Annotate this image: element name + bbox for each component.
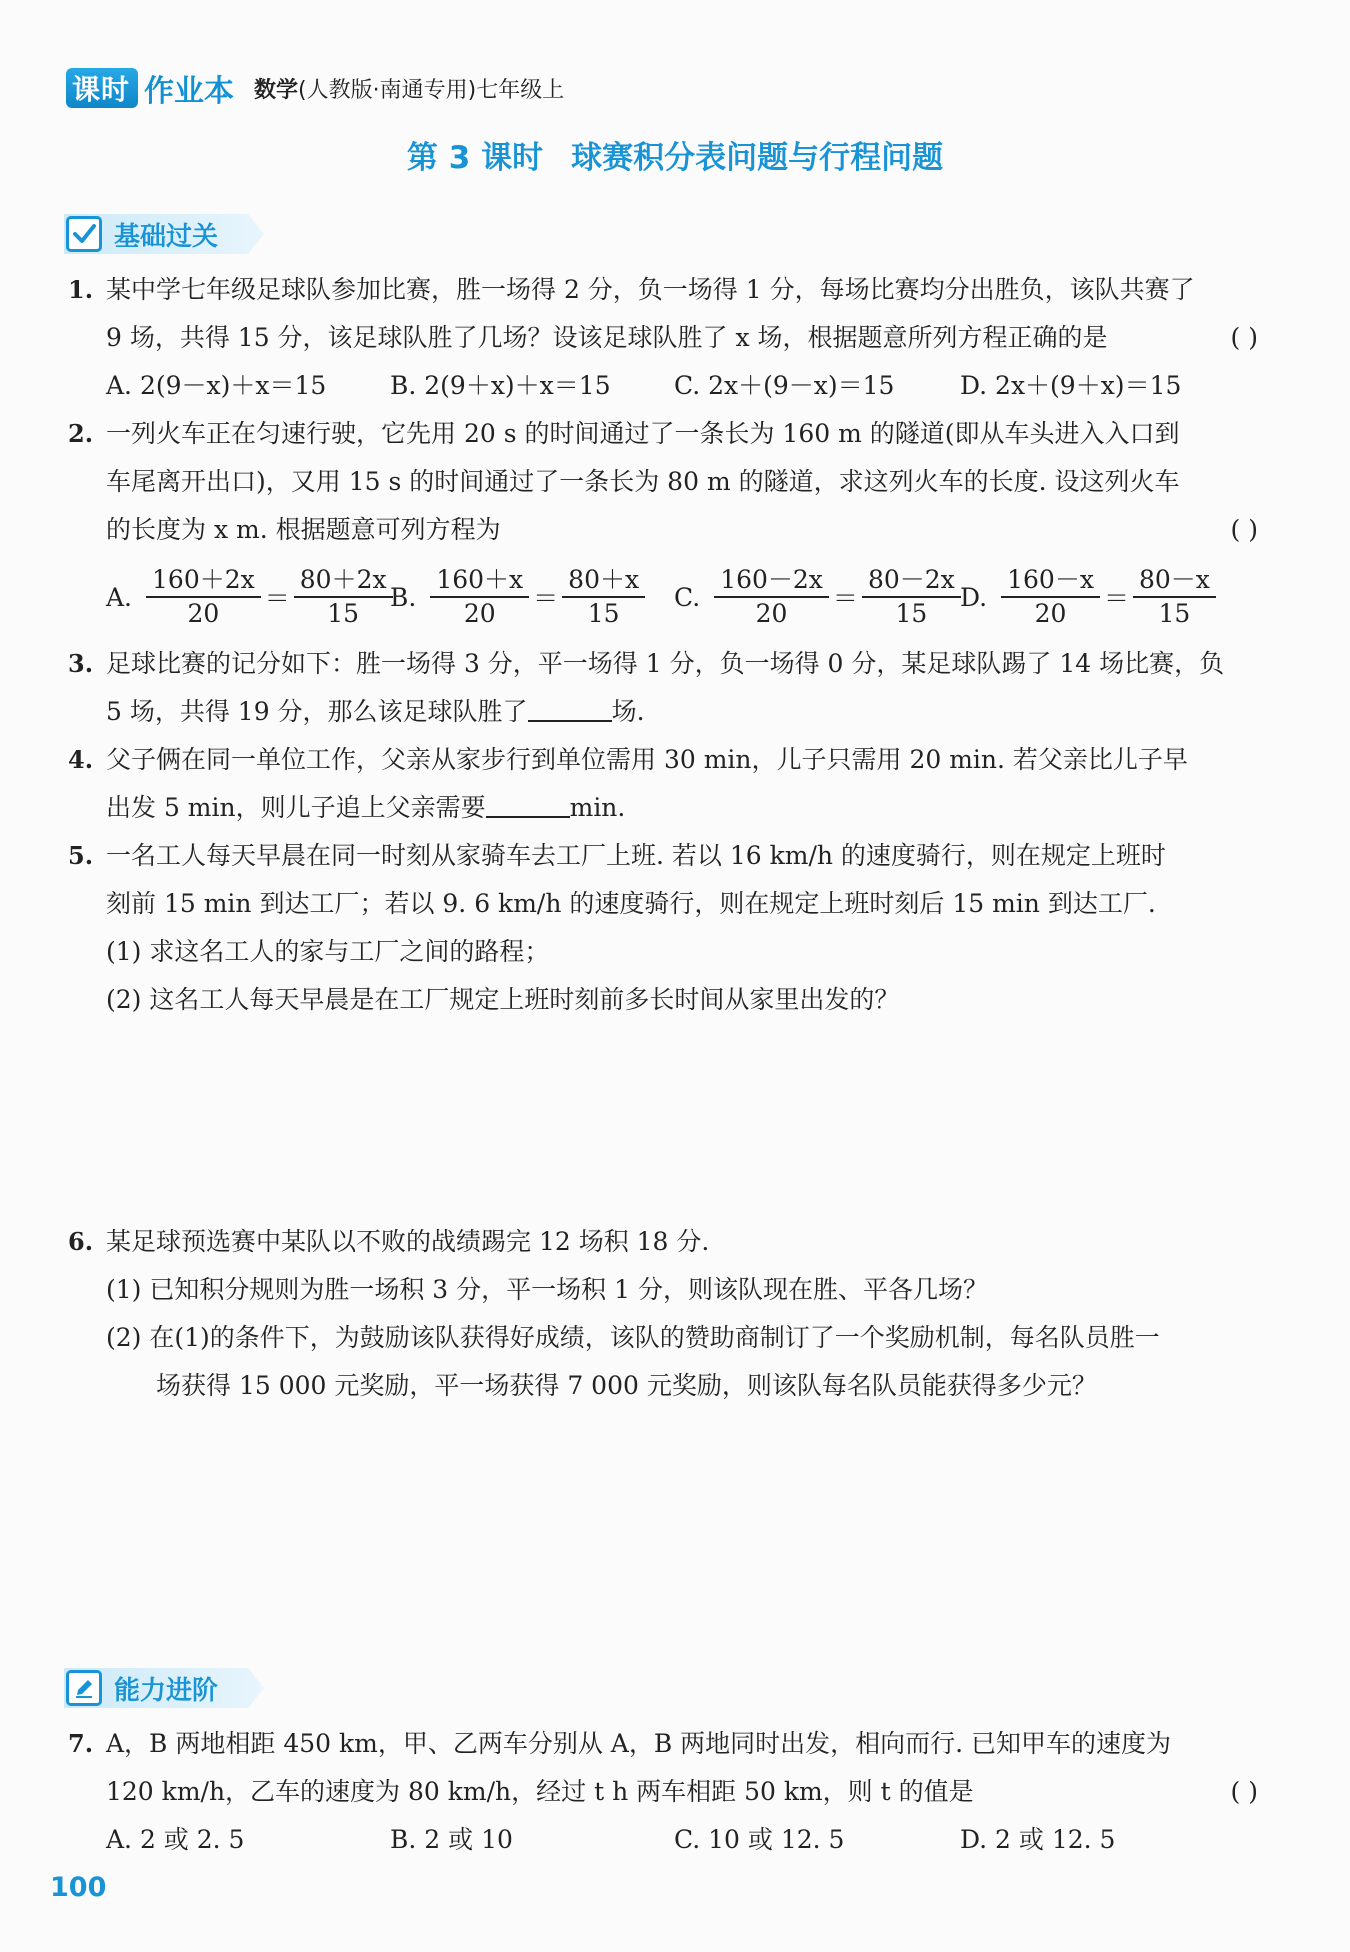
question-number: 6.	[68, 1227, 94, 1256]
answer-paren[interactable]: ( )	[1230, 323, 1258, 352]
option-letter: A.	[106, 582, 133, 612]
subquestion-2: (2) 这名工人每天早晨是在工厂规定上班时刻前多长时间从家里出发的？	[106, 985, 900, 1014]
answer-paren[interactable]: ( )	[1230, 1777, 1258, 1806]
question-text: 某中学七年级足球队参加比赛，胜一场得 2 分，负一场得 1 分，每场比赛均分出胜负，该队共赛了	[106, 275, 1195, 304]
answer-blank[interactable]	[486, 790, 570, 818]
question-text: 出发 5 min，则儿子追上父亲需要 min.	[106, 790, 625, 826]
question-number: 2.	[68, 419, 94, 448]
fraction	[294, 564, 393, 630]
answer-paren[interactable]: ( )	[1230, 515, 1258, 544]
subject: 数学	[254, 77, 299, 103]
question-text: 刻前 15 min 到达工厂；若以 9. 6 km/h 的速度骑行，则在规定上班时刻后 15 min 到达工厂.	[106, 889, 1156, 918]
question-text: 足球比赛的记分如下：胜一场得 3 分，平一场得 1 分，负一场得 0 分，某足球队踢了 14 场比赛，负	[106, 649, 1225, 678]
question-number: 3.	[68, 649, 94, 678]
option-b[interactable]: B. $\frac{160+x}{20}$ ＝ $\frac{80+x}{15}$	[390, 562, 647, 632]
lesson-title	[0, 132, 1350, 177]
option-a[interactable]: A. $\frac{160+2x}{20}$ ＝ $\frac{80+2x}{15}$	[106, 562, 395, 632]
question-number: 5.	[68, 841, 94, 870]
subquestion-2-cont: 场获得 15 000 元奖励，平一场获得 7 000 元奖励，则该队每名队员能获得多少元？	[156, 1371, 1097, 1400]
answer-blank[interactable]	[528, 694, 612, 722]
denominator: 15	[327, 599, 360, 628]
pencil-icon	[66, 1670, 102, 1706]
brand-name: 作业本	[144, 74, 235, 109]
option-c[interactable]: C. $\frac{160-2x}{20}$ ＝ $\frac{80-2x}{15}$	[674, 562, 963, 632]
numerator: 80－x	[1133, 564, 1216, 598]
option-b[interactable]: B. 2(9＋x)＋x＝15	[390, 371, 611, 400]
section-label: 基础过关	[114, 221, 219, 252]
logo-text: 课时	[72, 73, 131, 106]
check-icon	[66, 216, 102, 252]
option-letter: C.	[674, 582, 701, 612]
fraction	[1001, 564, 1100, 630]
denominator: 20	[1034, 599, 1067, 628]
option-c[interactable]: C. 10 或 12. 5	[674, 1825, 845, 1854]
section-advanced	[64, 1668, 218, 1708]
book-info	[254, 73, 564, 104]
option-d[interactable]: D. $\frac{160-x}{20}$ ＝ $\frac{80-x}{15}$	[960, 562, 1218, 632]
brand-logo	[66, 68, 138, 108]
subquestion-2: (2) 在(1)的条件下，为鼓励该队获得好成绩，该队的赞助商制订了一个奖励机制，每名队员胜一	[106, 1323, 1160, 1352]
option-d[interactable]: D. 2x＋(9＋x)＝15	[960, 371, 1182, 400]
question-text: 车尾离开出口)，又用 15 s 的时间通过了一条长为 80 m 的隧道，求这列火车的长度. 设这列火车	[106, 467, 1180, 496]
question-number: 7.	[68, 1729, 94, 1758]
lesson-name: 球赛积分表问题与行程问题	[571, 140, 944, 176]
page-header	[66, 66, 564, 110]
denominator: 20	[463, 599, 496, 628]
fraction	[1133, 564, 1216, 630]
denominator: 20	[755, 599, 788, 628]
fraction	[862, 564, 961, 630]
question-text: 5 场，共得 19 分，那么该足球队胜了 场.	[106, 694, 645, 730]
question-text: 某足球预选赛中某队以不败的战绩踢完 12 场积 18 分.	[106, 1227, 710, 1256]
option-letter: D.	[960, 582, 988, 612]
question-text: 一列火车正在匀速行驶，它先用 20 s 的时间通过了一条长为 160 m 的隧道(即从车头进入入口到	[106, 419, 1180, 448]
section-basic	[64, 214, 218, 254]
question-text: 的长度为 x m. 根据题意可列方程为	[106, 515, 501, 544]
option-b[interactable]: B. 2 或 10	[390, 1825, 513, 1854]
numerator: 160－x	[1001, 564, 1100, 598]
question-text: 120 km/h，乙车的速度为 80 km/h，经过 t h 两车相距 50 km，则 t 的值是	[106, 1777, 974, 1806]
fraction	[146, 564, 261, 630]
denominator: 15	[895, 599, 928, 628]
question-text: 父子俩在同一单位工作，父亲从家步行到单位需用 30 min，儿子只需用 20 min. 若父亲比儿子早	[106, 745, 1188, 774]
subquestion-1: (1) 已知积分规则为胜一场积 3 分，平一场积 1 分，则该队现在胜、平各几场？	[106, 1275, 988, 1304]
question-number: 4.	[68, 745, 94, 774]
numerator: 80＋x	[562, 564, 645, 598]
option-d[interactable]: D. 2 或 12. 5	[960, 1825, 1116, 1854]
question-text: 一名工人每天早晨在同一时刻从家骑车去工厂上班. 若以 16 km/h 的速度骑行，则在规定上班时	[106, 841, 1166, 870]
numerator: 80－2x	[862, 564, 961, 598]
fraction	[714, 564, 829, 630]
denominator: 20	[187, 599, 220, 628]
option-a[interactable]: A. 2 或 2. 5	[106, 1825, 245, 1854]
numerator: 160＋2x	[146, 564, 261, 598]
denominator: 15	[1158, 599, 1191, 628]
subquestion-1: (1) 求这名工人的家与工厂之间的路程；	[106, 937, 550, 966]
option-letter: B.	[390, 582, 417, 612]
question-text: 9 场，共得 15 分，该足球队胜了几场？设该足球队胜了 x 场，根据题意所列方程正确的是	[106, 323, 1108, 352]
question-text: A，B 两地相距 450 km，甲、乙两车分别从 A，B 两地同时出发，相向而行. 已知甲车的速度为	[106, 1729, 1172, 1758]
option-c[interactable]: C. 2x＋(9－x)＝15	[674, 371, 895, 400]
edition: (人教版·南通专用)七年级上	[298, 77, 565, 103]
fraction	[562, 564, 645, 630]
fraction	[430, 564, 529, 630]
page-number: 100	[50, 1872, 107, 1903]
numerator: 160－2x	[714, 564, 829, 598]
denominator: 15	[587, 599, 620, 628]
numerator: 160＋x	[430, 564, 529, 598]
numerator: 80＋2x	[294, 564, 393, 598]
lesson-number: 第 3 课时	[406, 140, 544, 176]
option-a[interactable]: A. 2(9－x)＋x＝15	[106, 371, 327, 400]
question-number: 1.	[68, 275, 94, 304]
section-label: 能力进阶	[114, 1675, 219, 1706]
